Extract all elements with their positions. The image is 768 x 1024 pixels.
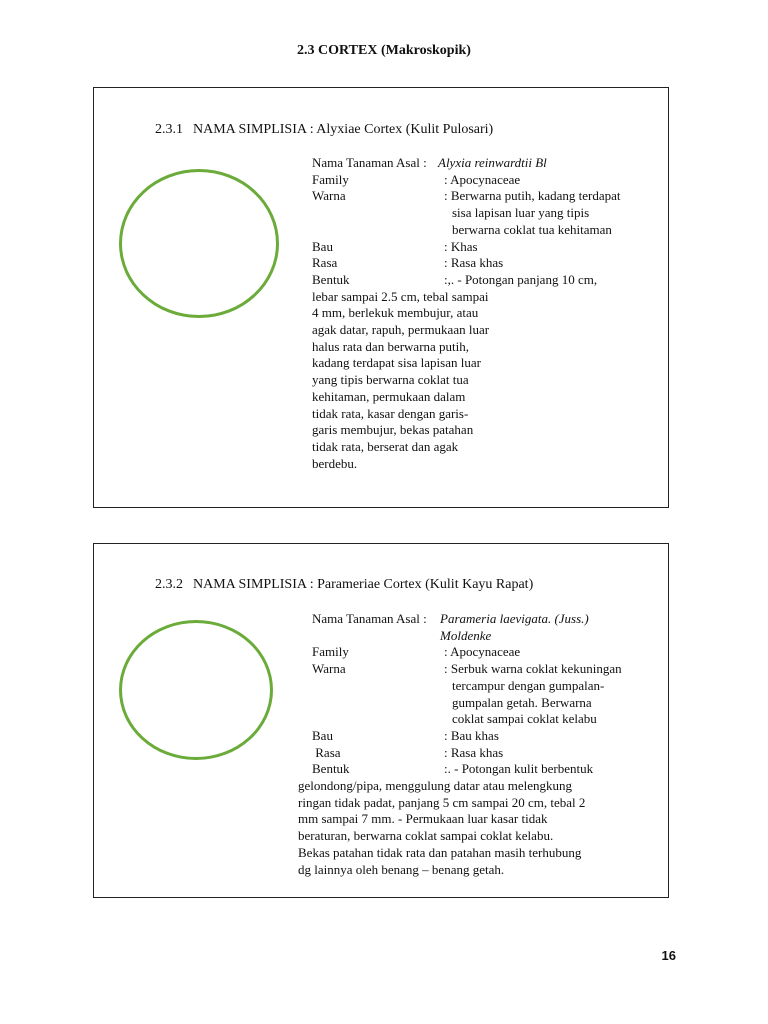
section-heading-text: NAMA SIMPLISIA : Alyxiae Cortex (Kulit Pulosari)	[193, 122, 494, 137]
card-heading	[155, 577, 533, 593]
bentuk-line: :,. - Potongan panjang 10 cm,	[444, 271, 598, 287]
simplisia-card-alyxiae	[93, 87, 669, 508]
warna-line: : Serbuk warna coklat kekuningan	[444, 661, 622, 677]
row-warna	[312, 188, 662, 238]
label-rasa: Rasa	[312, 255, 338, 271]
info-list	[312, 155, 662, 472]
bentuk-continuation	[312, 289, 662, 473]
warna-line: : Berwarna putih, kadang terdapat	[444, 188, 621, 204]
row-warna	[312, 661, 662, 728]
value-family: : Apocynaceae	[444, 644, 521, 660]
value-bau: : Khas	[444, 238, 478, 254]
row-rasa	[312, 255, 662, 272]
row-bau	[312, 239, 662, 256]
label-nama-tanaman-asal: Nama Tanaman Asal :	[312, 155, 427, 170]
value-bau: : Bau khas	[444, 727, 499, 743]
row-rasa	[312, 745, 662, 762]
info-list	[298, 611, 662, 878]
label-bau: Bau	[312, 238, 333, 254]
label-rasa: Rasa	[312, 744, 341, 760]
label-bentuk: Bentuk	[312, 761, 350, 777]
simplisia-card-parameriae	[93, 543, 669, 898]
bentuk-line: garis membujur, bekas patahan	[312, 422, 474, 438]
bentuk-line: halus rata dan berwarna putih,	[312, 338, 470, 354]
value-rasa: : Rasa khas	[444, 744, 504, 760]
label-family: Family	[312, 171, 349, 187]
image-placeholder-circle	[119, 620, 273, 760]
bentuk-line: ringan tidak padat, panjang 5 cm sampai 20 cm, tebal 2	[298, 794, 586, 810]
warna-line: berwarna coklat tua kehitaman	[452, 221, 612, 237]
bentuk-line: yang tipis berwarna coklat tua	[312, 372, 469, 388]
asal-line: Moldenke	[440, 627, 492, 643]
value-family: : Apocynaceae	[444, 171, 521, 187]
page-title: 2.3 CORTEX (Makroskopik)	[297, 43, 471, 58]
row-bau	[312, 728, 662, 745]
value-bentuk	[444, 272, 662, 289]
bentuk-line: berdebu.	[312, 455, 358, 471]
bentuk-continuation	[298, 778, 658, 878]
bentuk-line: tidak rata, kasar dengan garis-	[312, 405, 469, 421]
bentuk-line: beraturan, berwarna coklat sampai coklat kelabu.	[298, 828, 554, 844]
value-nama-tanaman-asal: Alyxia reinwardtii Bl	[438, 155, 547, 170]
warna-line: sisa lapisan luar yang tipis	[452, 205, 590, 221]
bentuk-line: agak datar, rapuh, permukaan luar	[312, 322, 490, 338]
label-nama-tanaman-asal: Nama Tanaman Asal :	[312, 611, 427, 626]
warna-line: tercampur dengan gumpalan-	[452, 677, 605, 693]
value-rasa: : Rasa khas	[444, 255, 504, 271]
bentuk-line: kehitaman, permukaan dalam	[312, 388, 466, 404]
label-warna: Warna	[312, 188, 346, 204]
label-family: Family	[312, 644, 349, 660]
row-bentuk	[312, 272, 662, 289]
bentuk-line: kadang terdapat sisa lapisan luar	[312, 355, 481, 371]
row-family	[312, 172, 662, 189]
bentuk-line: tidak rata, berserat dan agak	[312, 438, 459, 454]
value-bentuk: :. - Potongan kulit berbentuk	[444, 761, 594, 777]
image-placeholder-circle	[119, 169, 279, 318]
section-heading-text: NAMA SIMPLISIA : Parameriae Cortex (Kulit Kayu Rapat)	[193, 577, 534, 592]
row-nama-tanaman-asal	[312, 611, 662, 644]
row-nama-tanaman-asal	[312, 155, 662, 172]
label-bau: Bau	[312, 727, 333, 743]
bentuk-line: mm sampai 7 mm. - Permukaan luar kasar tidak	[298, 811, 548, 827]
row-bentuk	[312, 761, 662, 778]
label-bentuk: Bentuk	[312, 271, 350, 287]
bentuk-line: dg lainnya oleh benang – benang getah.	[298, 861, 505, 877]
bentuk-line: lebar sampai 2.5 cm, tebal sampai	[312, 288, 489, 304]
section-number: 2.3.1	[155, 122, 183, 137]
asal-line: Parameria laevigata. (Juss.)	[440, 611, 589, 626]
bentuk-line: 4 mm, berlekuk membujur, atau	[312, 305, 479, 321]
warna-line: coklat sampai coklat kelabu	[452, 711, 597, 727]
value-warna	[444, 661, 662, 728]
value-nama-tanaman-asal	[440, 611, 662, 644]
bentuk-line: gelondong/pipa, menggulung datar atau melengkung	[298, 778, 573, 794]
warna-line: gumpalan getah. Berwarna	[452, 694, 592, 710]
section-number: 2.3.2	[155, 577, 183, 592]
value-warna	[444, 188, 662, 238]
bentuk-line: Bekas patahan tidak rata dan patahan masih terhubung	[298, 844, 582, 860]
row-family	[312, 644, 662, 661]
card-heading	[155, 122, 493, 138]
page-number: 16	[661, 948, 676, 963]
label-warna: Warna	[312, 661, 346, 677]
